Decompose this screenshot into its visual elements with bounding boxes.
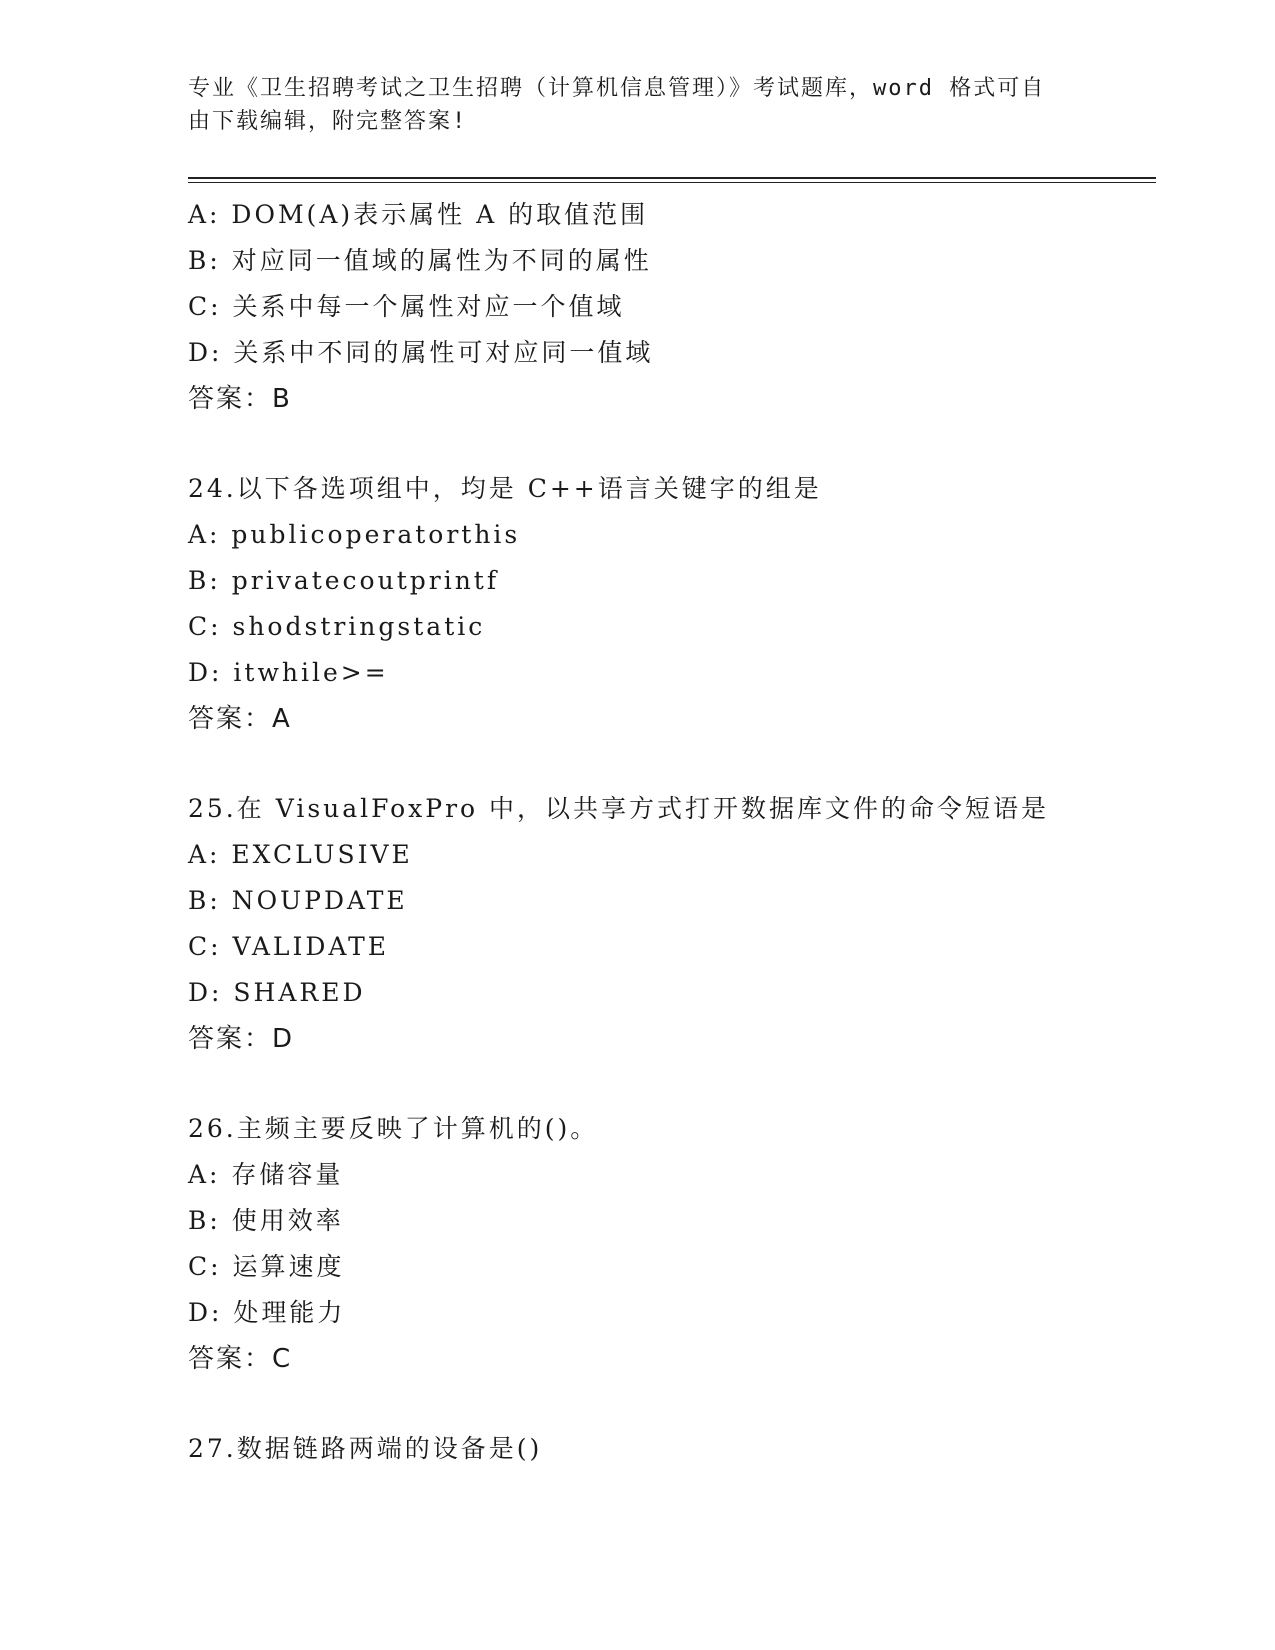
option-a: A: 存储容量 xyxy=(188,1160,344,1189)
option-c: C: 关系中每一个属性对应一个值域 xyxy=(188,292,625,321)
answer-line: 答案：A xyxy=(188,704,292,734)
option-a: A: DOM(A)表示属性 A 的取值范围 xyxy=(188,200,649,229)
header-line-2: 由下载编辑，附完整答案! xyxy=(188,109,468,134)
header-line-1: 专业《卫生招聘考试之卫生招聘（计算机信息管理）》考试题库，word 格式可自 xyxy=(188,76,1046,101)
option-d: D: 处理能力 xyxy=(188,1298,346,1327)
header-divider-top xyxy=(188,177,1156,179)
question-block-24 xyxy=(188,466,1156,742)
option-a: A: EXCLUSIVE xyxy=(188,840,413,869)
option-d: D: SHARED xyxy=(188,978,366,1007)
option-d: D: 关系中不同的属性可对应同一值域 xyxy=(188,338,654,367)
question-list xyxy=(188,192,1156,1472)
answer-line: 答案：D xyxy=(188,1024,295,1054)
document-header xyxy=(188,72,1088,138)
question-block-25 xyxy=(188,786,1156,1062)
answer-line: 答案：C xyxy=(188,1344,293,1374)
question-text: 24.以下各选项组中，均是 C++语言关键字的组是 xyxy=(188,474,822,503)
option-c: C: shodstringstatic xyxy=(188,612,486,641)
option-c: C: 运算速度 xyxy=(188,1252,345,1281)
option-b: B: NOUPDATE xyxy=(188,886,408,915)
question-text: 27.数据链路两端的设备是() xyxy=(188,1434,543,1463)
question-block-23 xyxy=(188,192,1156,422)
option-c: C: VALIDATE xyxy=(188,932,390,961)
option-a: A: publicoperatorthis xyxy=(188,520,521,549)
option-b: B: 使用效率 xyxy=(188,1206,344,1235)
question-text: 25.在 VisualFoxPro 中，以共享方式打开数据库文件的命令短语是 xyxy=(188,794,1050,823)
option-b: B: privatecoutprintf xyxy=(188,566,500,595)
option-b: B: 对应同一值域的属性为不同的属性 xyxy=(188,246,652,275)
question-text: 26.主频主要反映了计算机的()。 xyxy=(188,1114,599,1143)
option-d: D: itwhile>= xyxy=(188,658,389,687)
question-block-26 xyxy=(188,1106,1156,1382)
header-divider-bottom xyxy=(188,182,1156,183)
question-block-27 xyxy=(188,1426,1156,1472)
answer-line: 答案：B xyxy=(188,384,292,414)
